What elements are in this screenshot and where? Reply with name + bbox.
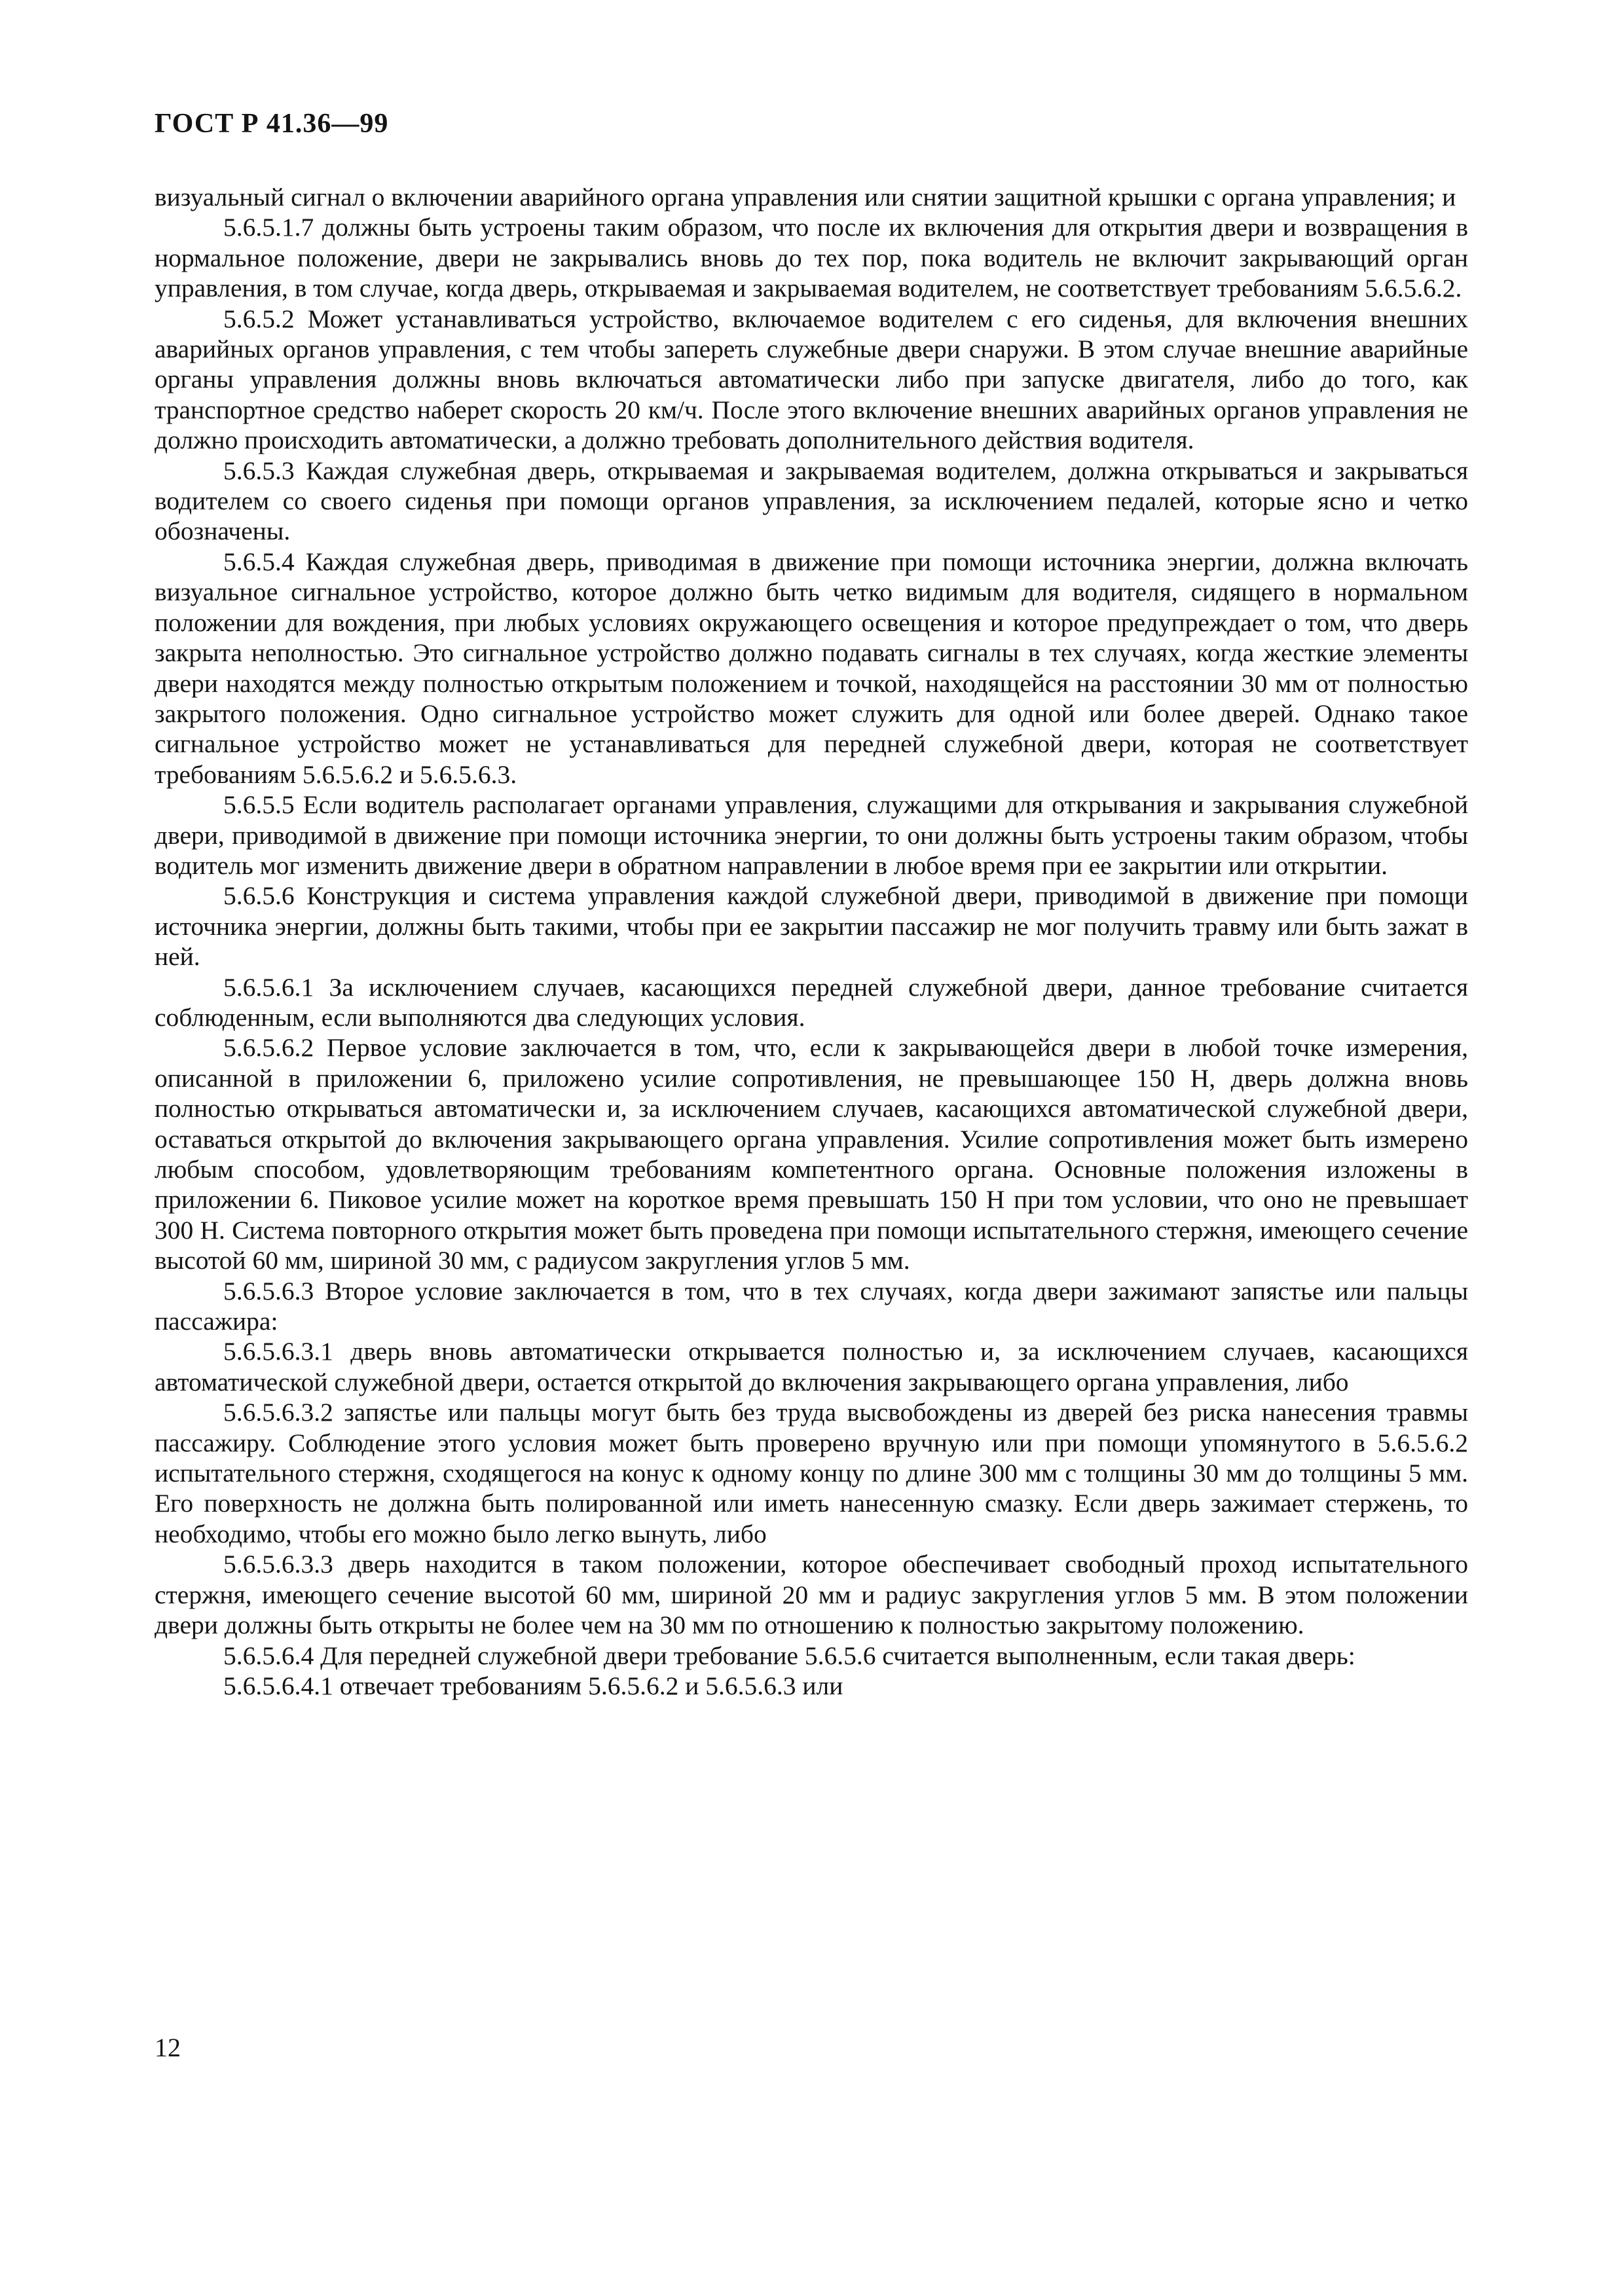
paragraph-continuation: визуальный сигнал о включении аварийного органа управления или снятии защитной крышки с органа управления; и xyxy=(155,183,1456,211)
document-body xyxy=(155,182,1468,1701)
clause-5-6-5-1-7: 5.6.5.1.7 должны быть устроены таким образом, что после их включения для открытия двери и возвращения в нормальное положение, двери не закрывались вновь до тех пор, пока водитель не включит закрывающий орган управления, в том случае, когда дверь, открываемая и закрываемая водителем, не соответствует требованиям 5.6.5.6.2. xyxy=(155,213,1468,303)
clause-5-6-5-6-3: 5.6.5.6.3 Второе условие заключается в том, что в тех случаях, когда двери зажимают запястье или пальцы пассажира: xyxy=(155,1276,1468,1336)
clause-5-6-5-6-4: 5.6.5.6.4 Для передней служебной двери требование 5.6.5.6 считается выполненным, если такая дверь: xyxy=(223,1641,1355,1670)
clause-5-6-5-6-4-1: 5.6.5.6.4.1 отвечает требованиям 5.6.5.6.2 и 5.6.5.6.3 или xyxy=(223,1671,843,1700)
clause-5-6-5-6-3-1: 5.6.5.6.3.1 дверь вновь автоматически открывается полностью и, за исключением случаев, касающихся автоматической служебной двери, остается открытой до включения закрывающего органа управления, либо xyxy=(155,1337,1468,1396)
clause-5-6-5-6-1: 5.6.5.6.1 За исключением случаев, касающихся передней служебной двери, данное требование считается соблюденным, если выполняются два следующих условия. xyxy=(155,972,1468,1032)
document-header: ГОСТ Р 41.36—99 xyxy=(155,109,389,139)
clause-5-6-5-6-2: 5.6.5.6.2 Первое условие заключается в том, что, если к закрывающейся двери в любой точке измерения, описанной в приложении 6, приложено усилие сопротивления, не превышающее 150 Н, дверь должна вновь полностью открываться автоматически и, за исключением случаев, касающихся автоматической служебной двери, оставаться открытой до включения закрывающего органа управления. Усилие сопротивления может быть измерено любым способом, удовлетворяющим требованиям компетентного органа. Основные положения изложены в приложении 6. Пиковое усилие может на короткое время превышать 150 Н при том условии, что оно не превышает 300 Н. Система повторного открытия может быть проведена при помощи испытательного стержня, имеющего сечение высотой 60 мм, шириной 30 мм, с радиусом закругления углов 5 мм. xyxy=(155,1033,1468,1275)
clause-5-6-5-6-3-3: 5.6.5.6.3.3 дверь находится в таком положении, которое обеспечивает свободный проход испытательного стержня, имеющего сечение высотой 60 мм, шириной 20 мм и радиус закругления углов 5 мм. В этом положении двери должны быть открыты не более чем на 30 мм по отношению к полностью закрытому положению. xyxy=(155,1550,1468,1640)
clause-5-6-5-5: 5.6.5.5 Если водитель располагает органами управления, служащими для открывания и закрывания служебной двери, приводимой в движение при помощи источника энергии, то они должны быть устроены таким образом, чтобы водитель мог изменить движение двери в обратном направлении в любое время при ее закрытии или открытии. xyxy=(155,790,1468,880)
clause-5-6-5-6-3-2: 5.6.5.6.3.2 запястье или пальцы могут быть без труда высвобождены из дверей без риска нанесения травмы пассажиру. Соблюдение этого условия может быть проверено вручную или при помощи упомянутого в 5.6.5.6.2 испытательного стержня, сходящегося на конус к одному концу по длине 300 мм с толщины 30 мм до толщины 5 мм. Его поверхность не должна быть полированной или иметь нанесенную смазку. Если дверь зажимает стержень, то необходимо, чтобы его можно было легко вынуть, либо xyxy=(155,1398,1468,1548)
clause-5-6-5-2: 5.6.5.2 Может устанавливаться устройство, включаемое водителем с его сиденья, для включения внешних аварийных органов управления, с тем чтобы запереть служебные двери снаружи. В этом случае внешние аварийные органы управления должны вновь включаться автоматически либо при запуске двигателя, либо до того, как транспортное средство наберет скорость 20 км/ч. После этого включение внешних аварийных органов управления не должно происходить автоматически, а должно требовать дополнительного действия водителя. xyxy=(155,304,1468,455)
clause-5-6-5-3: 5.6.5.3 Каждая служебная дверь, открываемая и закрываемая водителем, должна открываться и закрываться водителем со своего сиденья при помощи органов управления, за исключением педалей, которые ясно и четко обозначены. xyxy=(155,456,1468,546)
clause-5-6-5-6: 5.6.5.6 Конструкция и система управления каждой служебной двери, приводимой в движение при помощи источника энергии, должны быть такими, чтобы при ее закрытии пассажир не мог получить травму или быть зажат в ней. xyxy=(155,881,1468,972)
page-number: 12 xyxy=(155,2033,181,2062)
clause-5-6-5-4: 5.6.5.4 Каждая служебная дверь, приводимая в движение при помощи источника энергии, должна включать визуальное сигнальное устройство, которое должно быть четко видимым для водителя, сидящего в нормальном положении для вождения, при любых условиях окружающего освещения и которое предупреждает о том, что дверь закрыта неполностью. Это сигнальное устройство должно подавать сигналы в тех случаях, когда жесткие элементы двери находятся между полностью открытым положением и точкой, находящейся на расстоянии 30 мм от полностью закрытого положения. Одно сигнальное устройство может служить для одной или более дверей. Однако такое сигнальное устройство может не устанавливаться для передней служебной двери, которая не соответствует требованиям 5.6.5.6.2 и 5.6.5.6.3. xyxy=(155,547,1468,789)
